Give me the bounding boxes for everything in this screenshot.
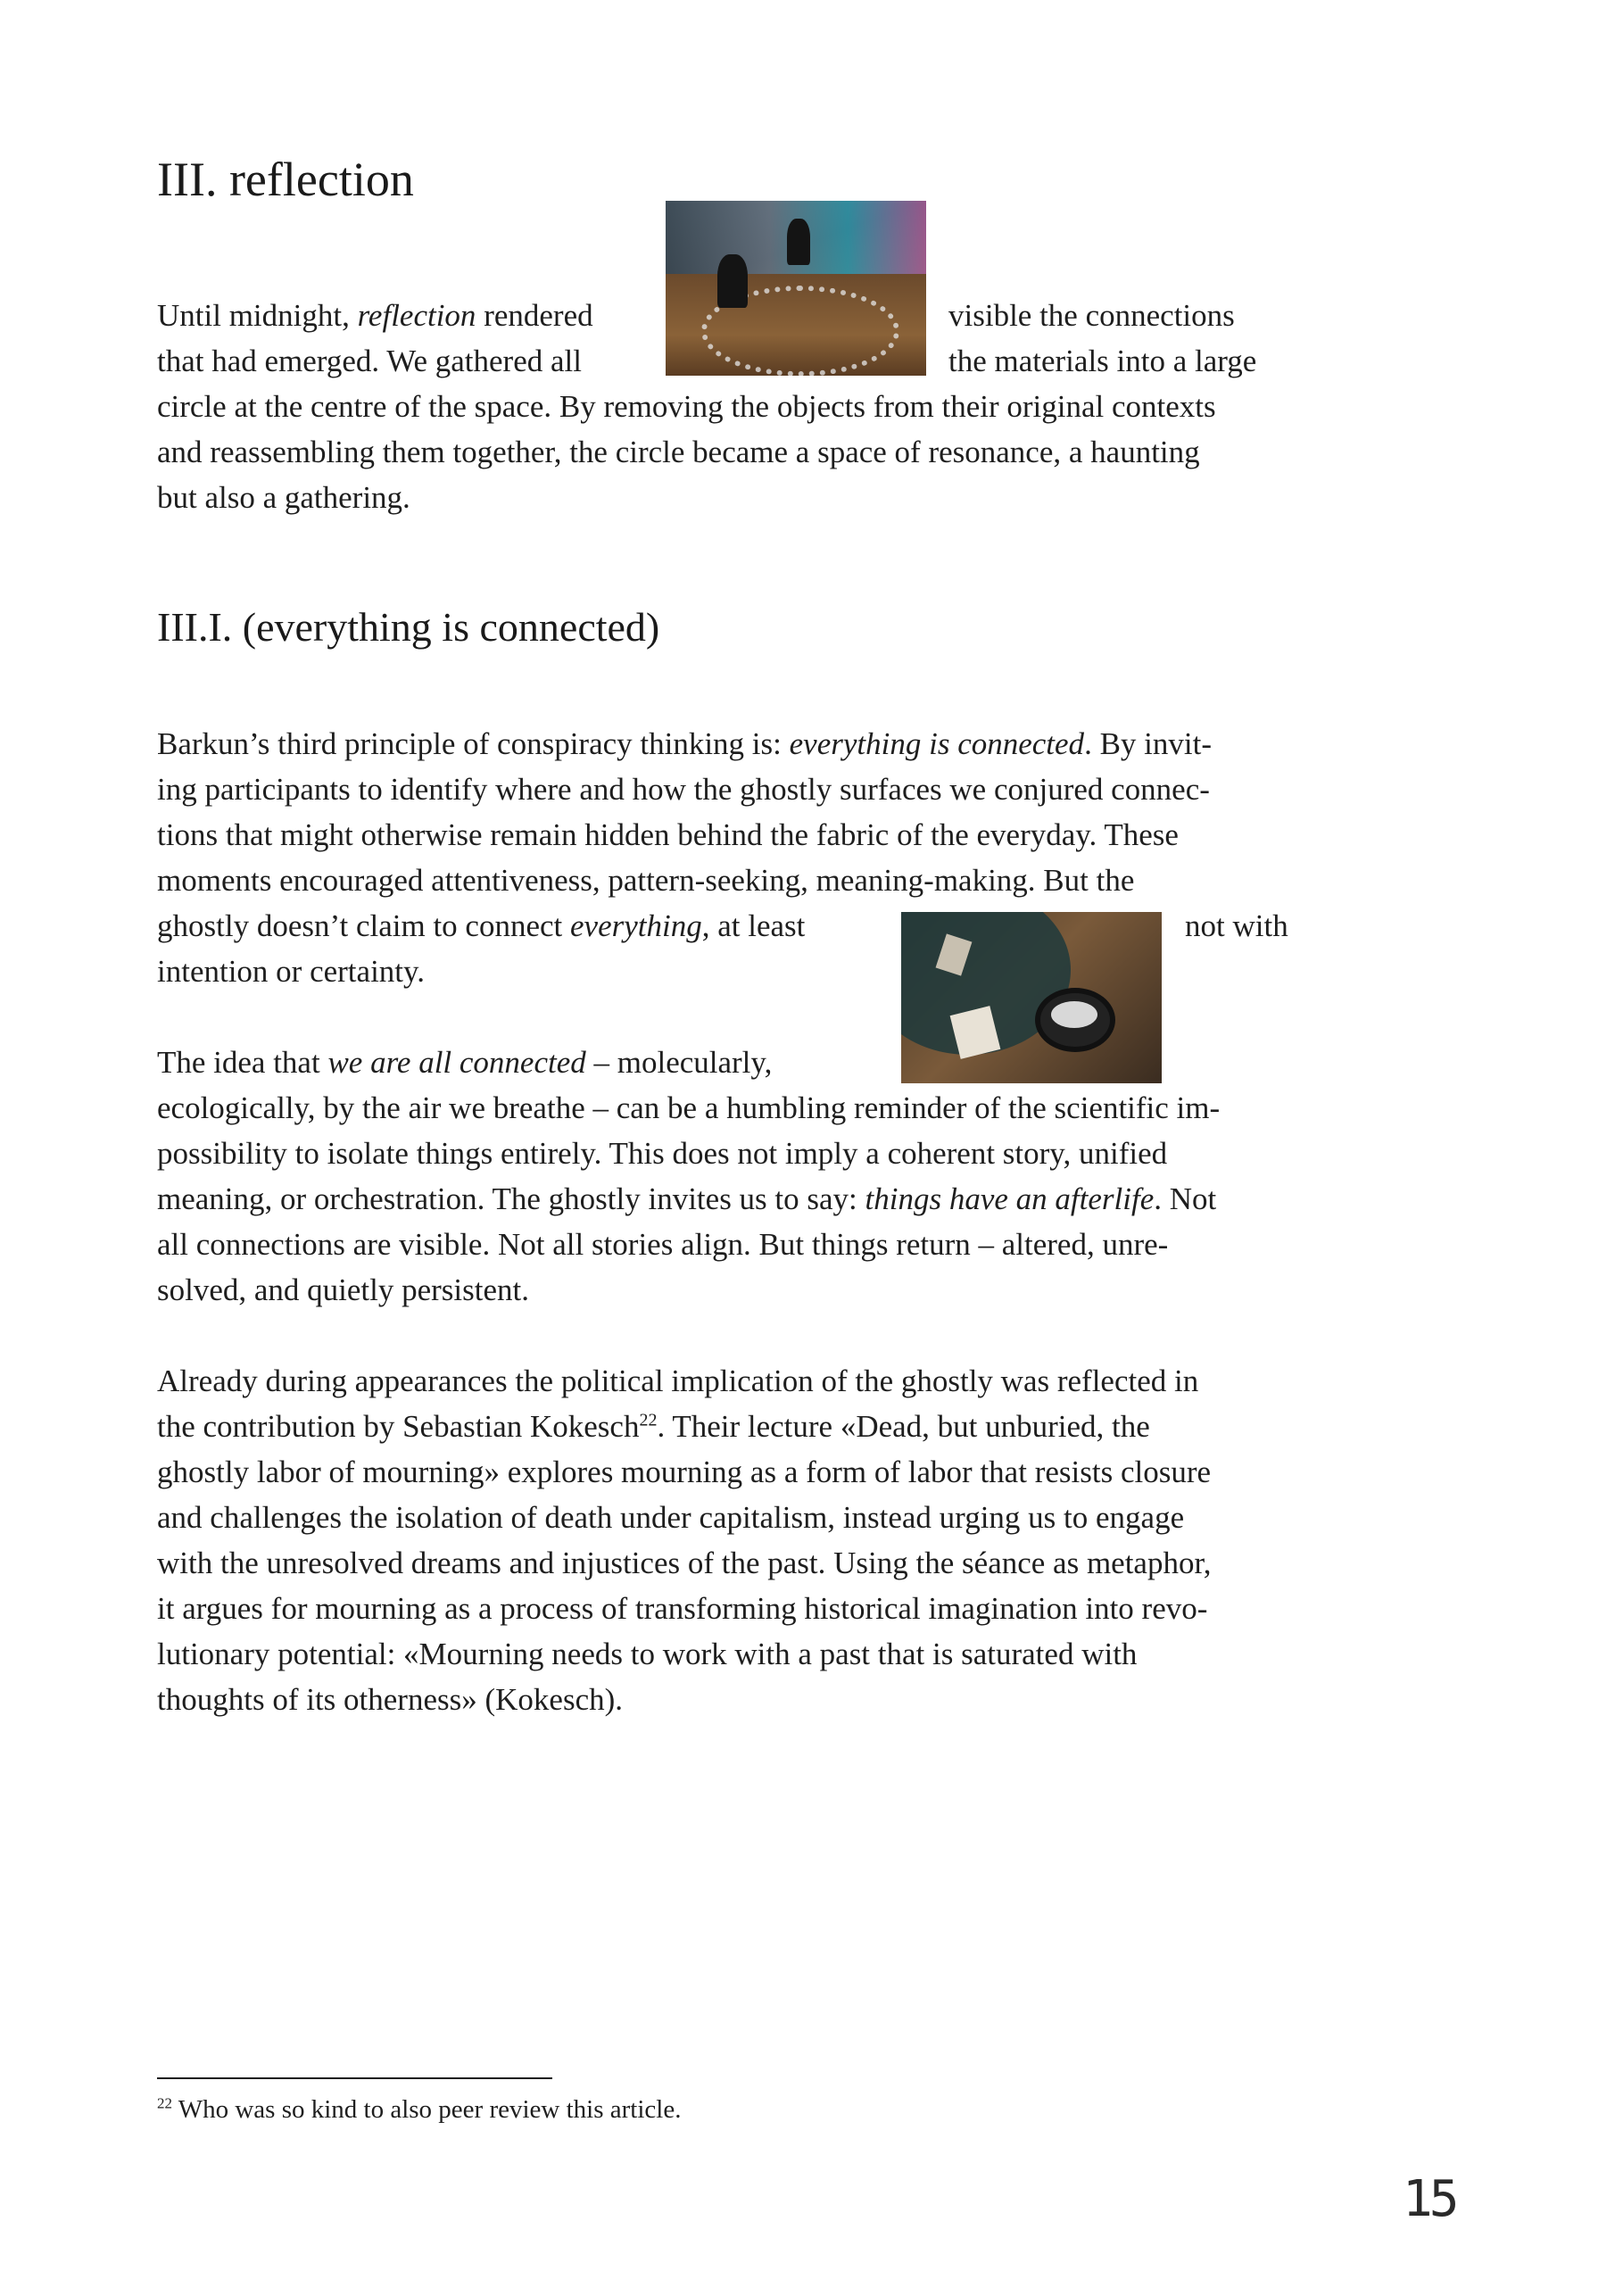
text-line: The idea that we are all connected – molecularly, <box>157 1045 773 1080</box>
text-line: ing participants to identify where and how the ghostly surfaces we conjured connec- <box>157 772 1210 807</box>
footnote-ref[interactable]: 22 <box>639 1410 658 1430</box>
text-line: possibility to isolate things entirely. This does not imply a coherent story, unified <box>157 1136 1168 1171</box>
photo-gathering-circle <box>666 201 926 376</box>
text-line: but also a gathering. <box>157 480 410 515</box>
text-line: ecologically, by the air we breathe – can be a humbling reminder of the scientific im- <box>157 1090 1221 1125</box>
text-line-right: the materials into a large <box>948 344 1257 378</box>
text-line: meaning, or orchestration. The ghostly invites us to say: things have an afterlife. Not <box>157 1181 1217 1216</box>
photo-table-objects <box>901 912 1162 1083</box>
text-line: thoughts of its otherness» (Kokesch). <box>157 1682 624 1717</box>
text-line: intention or certainty. <box>157 954 425 989</box>
text-line-right: visible the connections <box>948 298 1235 333</box>
text-line: lutionary potential: «Mourning needs to work with a past that is saturated with <box>157 1637 1138 1671</box>
section-heading-reflection: III. reflection <box>157 153 414 206</box>
text-line: Already during appearances the political implication of the ghostly was reflected in <box>157 1364 1199 1398</box>
text-line: with the unresolved dreams and injustices of the past. Using the séance as metaphor, <box>157 1546 1212 1580</box>
footnote-divider <box>157 2077 552 2079</box>
page-number: 15 <box>1403 2170 1456 2228</box>
section-heading-everything-connected: III.I. (everything is connected) <box>157 604 660 650</box>
text-line-right: not with <box>1185 908 1288 943</box>
text-line: Until midnight, reflection rendered <box>157 298 593 333</box>
text-line: that had emerged. We gathered all <box>157 344 582 378</box>
text-line: ghostly doesn’t claim to connect everything, at least <box>157 908 806 943</box>
footnote: $^{22}$ Who was so kind to also peer review this article. <box>157 2094 682 2124</box>
text-line: it argues for mourning as a process of transforming historical imagination into revo- <box>157 1591 1208 1626</box>
text-line: solved, and quietly persistent. <box>157 1272 530 1307</box>
text-line: all connections are visible. Not all stories align. But things return – altered, unre- <box>157 1227 1169 1262</box>
text-line: moments encouraged attentiveness, pattern-seeking, meaning-making. But the <box>157 863 1135 898</box>
text-line: the contribution by Sebastian Kokesch$^{22}$. Their lecture «Dead, but unburied, the <box>157 1409 1150 1444</box>
text-line: Barkun’s third principle of conspiracy thinking is: everything is connected. By invit- <box>157 726 1212 761</box>
text-line: tions that might otherwise remain hidden behind the fabric of the everyday. These <box>157 817 1179 852</box>
text-line: and reassembling them together, the circle became a space of resonance, a haunting <box>157 435 1200 469</box>
text-line: and challenges the isolation of death under capitalism, instead urging us to engage <box>157 1500 1185 1535</box>
text-line: circle at the centre of the space. By removing the objects from their original contexts <box>157 389 1216 424</box>
text-line: ghostly labor of mourning» explores mourning as a form of labor that resists closure <box>157 1455 1212 1489</box>
